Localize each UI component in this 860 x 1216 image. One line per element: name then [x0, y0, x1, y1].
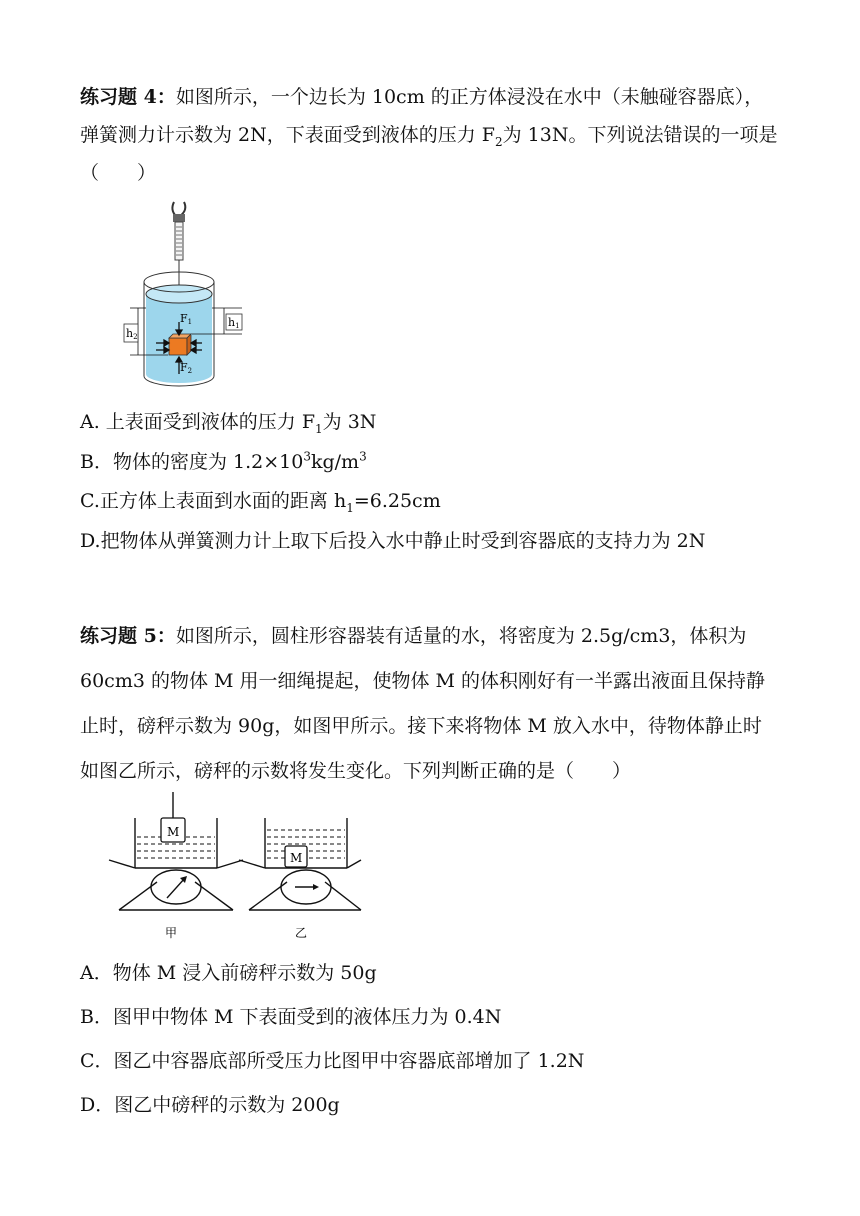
q4-fig-f1-label: F1 [180, 312, 193, 326]
q5-option-b: B．图甲中物体 M 下表面受到的液体压力为 0.4N [80, 1006, 502, 1028]
q4-option-b: B．物体的密度为 $1.2\times 10^3kg/m^3$ [80, 449, 367, 473]
q4-stem-text-a: 如图所示，一个边长为 10cm 的正方体浸没在水中（未触碰容器底），弹簧测力计示数为 2N，下表面受到液体的压力 F [80, 86, 764, 146]
q5-fig-caption-left: 甲 [165, 926, 178, 940]
q4-fig-h2-label: h2 [126, 327, 138, 341]
q4-stem-sub: 2 [494, 134, 503, 149]
q5-option-a: A．物体 M 浸入前磅秤示数为 50g [80, 962, 377, 984]
q5-label: 练习题 5： [80, 625, 176, 647]
q4-label: 练习题 4： [80, 86, 176, 108]
q5-option-c: C．图乙中容器底部所受压力比图甲中容器底部增加了 1.2N [80, 1050, 585, 1072]
q5-fig-block-left: M [167, 825, 180, 839]
q5-stem-text: 如图所示，圆柱形容器装有适量的水，将密度为 2.5g/cm3，体积为 60cm3 的物体 M 用一细绳提起，使物体 M 的体积刚好有一半露出液面且保持静止时，磅秤示数为 90g，如图甲所示。接下来将物体 M 放入水中，待物体静止时如图乙所示，磅秤的示数将发生变化。下列判断正确的是（ ） [80, 625, 766, 782]
q4-fig-h1-label: h1 [228, 316, 240, 330]
q4-option-a: A. 上表面受到液体的压力 $F_1$为 3N [80, 411, 377, 436]
q5-fig-block-right: M [290, 851, 303, 865]
q5-stem [80, 614, 780, 794]
q4-stem-text-b: 为 13N。下列说法错误的一项是（ ） [80, 124, 778, 184]
q4-stem [80, 78, 780, 192]
q5-option-d: D．图乙中磅秤的示数为 200g [80, 1094, 340, 1116]
q4-figure [118, 198, 248, 394]
q4-fig-f2-label: F2 [180, 361, 193, 375]
q4-option-c: C.正方体上表面到水面的距离 $h_1=6.25cm$ [80, 490, 441, 515]
q5-fig-caption-right: 乙 [295, 926, 308, 940]
q5-figure [105, 792, 365, 942]
q4-option-d: D.把物体从弹簧测力计上取下后投入水中静止时受到容器底的支持力为 2N [80, 530, 706, 552]
